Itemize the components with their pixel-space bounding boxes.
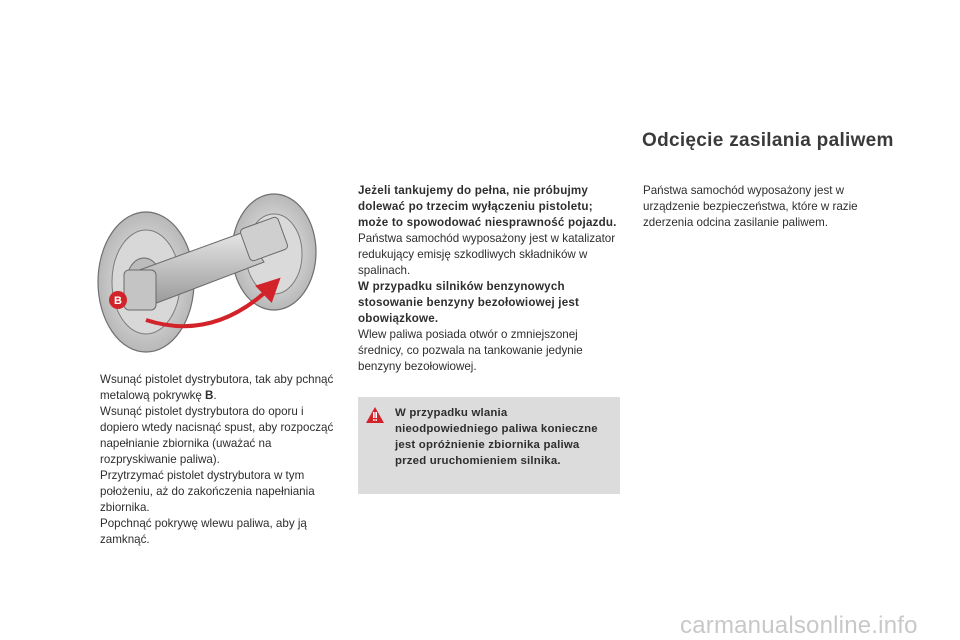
instruction-list (80, 372, 338, 548)
section-title: Odcięcie zasilania paliwem (642, 130, 894, 151)
list-item (80, 404, 338, 468)
list-item (80, 468, 338, 516)
warning-icon (366, 407, 384, 423)
step-text: Wsunąć pistolet dystrybutora, tak aby pchnąć metalową pokrywkę (100, 373, 334, 402)
step-tail: . (213, 389, 217, 402)
warning-text: W przypadku wlania nieodpowiedniego paliwa konieczne jest opróżnienie zbiornika paliwa przed uruchomieniem silnika. (395, 407, 598, 467)
note-text-2: Wlew paliwa posiada otwór o zmniejszonej średnicy, co pozwala na tankowanie jedynie benzyny bezołowiowej. (358, 328, 583, 373)
section-text: Państwa samochód wyposażony jest w urządzenie bezpieczeństwa, które w razie zderzenia odcina zasilanie paliwem. (643, 184, 858, 229)
step-text: Przytrzymać pistolet dystrybutora w tym położeniu, aż do zakończenia napełniania zbiornika. (100, 469, 315, 514)
note-bold-1: Jeżeli tankujemy do pełna, nie próbujmy dolewać po trzecim wyłączeniu pistoletu; może to spowodować niesprawność pojazdu. (358, 184, 617, 229)
step-text: Wsunąć pistolet dystrybutora do oporu i dopiero wtedy nacisnąć spust, aby rozpocząć napełnianie zbiornika (uważać na rozpryskiwanie paliwa). (100, 405, 334, 466)
note-text-1: Państwa samochód wyposażony jest w katalizator redukujący emisję szkodliwych składników w spalinach. (358, 232, 616, 277)
list-item (80, 372, 338, 404)
label-b: B (114, 295, 122, 307)
note-bold-2: W przypadku silników benzynowych stosowanie benzyny bezołowiowej jest obowiązkowe. (358, 280, 580, 325)
fuel-notes (358, 183, 620, 375)
step-bold: B (205, 389, 214, 402)
step-text: Popchnąć pokrywę wlewu paliwa, aby ją zamknąć. (100, 517, 307, 546)
warning-box (358, 397, 620, 494)
list-item (80, 516, 338, 548)
watermark: carmanualsonline.info (680, 612, 918, 639)
fuel-filler-illustration (94, 192, 326, 358)
